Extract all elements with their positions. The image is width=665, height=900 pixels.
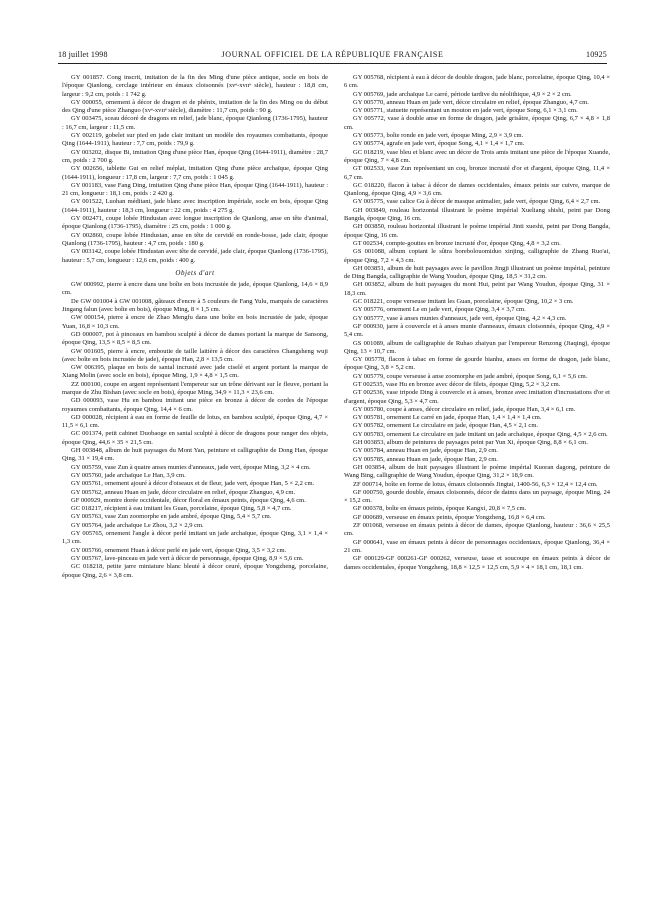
catalog-entry: GF 000930, jarre à couvercle et à anses munie d'anneaux, émaux cloisonnés, époque Qing, 4,9 × 5,4 cm.: [344, 322, 610, 339]
catalog-entry: GY 005776, ornement Le en jade vert, époque Qing, 3,4 × 3,7 cm.: [353, 306, 526, 314]
catalog-entry: GH 003849, rouleau horizontal illustrant le poème impérial Xueliang shishi, peint par Dong Bangda, époque Qing, 16 cm.: [344, 206, 610, 223]
catalog-entry: GC 018219, vase bleu et blanc avec un décor de Trois amis imitant une pièce de l'époque Xuande, époque Qing, 7 × 4,8 cm.: [344, 148, 610, 164]
catalog-entry: GD 000093, vase Hu en bambou imitant une pièce en bronze à décor de cordes de l'époque royaumes combattants, époque Qing, 14,4 × 6 cm.: [62, 397, 328, 413]
catalog-entry: GY 005780, coupe à anses, décor circulaire en relief, jade, époque Han, 3,4 × 6,1 cm.: [353, 405, 576, 413]
left-entries-after: [62, 281, 328, 580]
catalog-entry: GY 001183, vase Fang Ding, imitation Qing d'une pièce Han, époque Qing (1644-1911), hauteur : 21 cm, longueur : 18,1 cm, poids : 2 420 g.: [62, 181, 328, 198]
catalog-entry: ZF 000714, boîte en forme de lotus, émaux cloisonnés Jingtai, 1400-56, 6,3 × 12,4 × 12,4 cm.: [353, 480, 598, 488]
catalog-entry: GD 000007, pot à pinceaux en bambou sculpté à décor de dames portant la marque de Sansong, époque Qing, 13,5 × 8,5 × 8,5 cm.: [62, 330, 328, 347]
catalog-entry: GY 005766, ornement Huan à décor perlé en jade vert, époque Qing, 3,5 × 3,2 cm.: [71, 546, 287, 554]
header-date: 18 juillet 1998: [58, 50, 108, 59]
catalog-entry: GT 002536, vase tripode Ding à couvercle et à anses, bronze avec imitation d'incrustations d'or et d'argent, époque Qing, 5,3 × 4,7 cm.: [344, 389, 610, 405]
left-column: [62, 74, 328, 889]
catalog-entry: GY 005765, ornement l'angle à décor perlé imitant un jade archaïque, époque Qing, 3,1 × 1,4 × 1,3 cm.: [62, 530, 328, 546]
catalog-entry: GH 003848, album de huit paysages du Mont Yan, peinture et calligraphie de Dong Han, époque Qing, 31 × 19,4 cm.: [62, 447, 328, 463]
catalog-entry: GC 018217, récipient à eau imitant les Guan, porcelaine, époque Qing, 5,8 × 4,7 cm.: [71, 505, 292, 513]
catalog-entry: GC 018218, petite jarre miniature blanc bleuté à décor ceuré, époque Yongzheng, porcelaine, époque Qing, 2,6 × 3,8 cm.: [62, 563, 328, 579]
catalog-entry: GF 000929, montre dorée occidentale, décor floral en émaux peints, époque Qing, 4,6 cm.: [71, 496, 306, 504]
catalog-entry: GF 000129-GF 000261-GF 000262, verseuse, tasse et soucoupe en émaux peints à décor de dames occidentales, époque Yongzheng, 18,8 × 12,5 × 12,5 cm, 5,9 × 4 × 18,1 cm, 18,1 cm.: [344, 555, 610, 571]
section-heading: Objets d'art: [175, 268, 215, 277]
catalog-entry: GY 001522, Luohan méditant, jade blanc avec inscription impériale, socle en bois, époque Qing (1644-1911), hauteur : 18,3 cm, longueur : 22 cm, poids : 4 275 g.: [62, 198, 328, 214]
catalog-entry: GH 003852, album de huit paysages du mont Hui, peint par Wang Youdun, époque Qing, 31 × 18,3 cm.: [344, 281, 610, 297]
catalog-entry: GS 001089, album de calligraphie de Ruhao zhaiyun par l'empereur Renzong (Jiaqing), époque Qing, 13 × 10,7 cm.: [344, 339, 610, 355]
catalog-entry: GY 005761, ornement ajouré à décor d'oiseaux et de fleur, jade vert, époque Han, 5 × 2,2 cm.: [71, 480, 315, 488]
header-rule: [58, 63, 607, 64]
catalog-entry: GY 005781, ornement Le carré en jade, époque Han, 1,4 × 1,4 × 1,4 cm.: [353, 414, 542, 422]
catalog-entry: GY 005769, jade archaïque Le carré, période tardive du néolithique, 4,9 × 2 × 2 cm.: [353, 90, 572, 98]
catalog-entry: GY 005783, ornement Le circulaire en jade imitant un jade archaïque, époque Qing, 4,5 × 2,6 cm.: [353, 430, 608, 438]
catalog-entry: GY 002860, coupe lobée Hindustan, anse en tête de cervidé en ronde-bosse, jade clair, époque Qianlong (1736-1795), hauteur : 4,7 cm, poids : 180 g.: [62, 231, 328, 247]
catalog-entry: GT 002535, vase Hu en bronze avec décor de filets, époque Qing, 5,2 × 3,2 cm.: [353, 380, 561, 388]
header-journal-title: JOURNAL OFFICIEL DE LA RÉPUBLIQUE FRANÇAISE: [221, 50, 444, 59]
catalog-entry: GF 000750, gourde double, émaux cloisonnés, décor de daims dans un paysage, époque Ming, 24 × 15,2 cm.: [344, 488, 610, 505]
header-page-number: 10925: [586, 50, 607, 59]
catalog-entry: GF 000378, boîte en émaux peints, époque Kangxi, 20,8 × 7,5 cm.: [353, 505, 527, 513]
catalog-entry: GH 003854, album de huit paysages illustrant le poème impérial Kuoran dagong, peinture de Wang Bing, calligraphie de Wang Youdun, époque Qing, 31,2 × 18,9 cm.: [344, 463, 610, 480]
catalog-entry: GY 003202, disque Bi, imitation Qing d'une pièce Han, époque Qing (1644-1911), diamètre : 28,7 cm, poids : 2 700 g.: [62, 148, 328, 164]
catalog-entry: GY 005770, anneau Huan en jade vert, décor circulaire en relief, époque Zhanguo, 4,7 cm.: [353, 98, 589, 106]
right-column: [344, 74, 610, 889]
catalog-entry: GY 005759, vase Zun à quatre anses munies d'anneaux, jade vert, époque Ming, 3,2 × 4 cm.: [71, 463, 311, 471]
catalog-entry: GY 002656, tablette Gui en relief méplat, imitation Qing d'une pièce archaïque, époque Qing (1644-1911), longueur : 17,8 cm, largeur : 7,7 cm, poids : 1 045 g.: [62, 165, 328, 181]
catalog-entry: GY 002119, gobelet sur pied en jade clair imitant un modèle des royaumes combattants, époque Qing (1644-1911), hauteur : 7,7 cm, poids : 79,9 g.: [62, 132, 328, 148]
catalog-entry: GT 002533, vase Zun représentant un coq, bronze incrusté d'or et d'argent, époque Qing, 11,4 × 6,7 cm.: [344, 165, 610, 181]
catalog-entry: GD 000028, récipient à eau en forme de feuille de lotus, en bambou sculpté, époque Qing, 4,7 × 11,5 × 6,1 cm.: [62, 413, 328, 430]
catalog-entry: GY 005775, vase calice Gu à décor de masque animalier, jade vert, époque Qing, 6,4 × 2,7 cm.: [353, 198, 601, 206]
catalog-entry: GY 005779, coupe verseuse à anse zoomorphe en jade ambré, époque Song, 6,1 × 5,6 cm.: [353, 372, 588, 380]
catalog-entry: GY 005760, jade archaïque Le Han, 3,9 cm.: [71, 471, 186, 479]
catalog-entry: GF 000689, verseuse en émaux peints, époque Yongzheng, 16,8 × 6,4 cm.: [353, 513, 546, 521]
catalog-entry: GF 000641, vase en émaux peints à décor de personnages occidentaux, époque Qianlong, 36,4 × 21 cm.: [344, 538, 610, 554]
catalog-entry: GY 005782, ornement Le circulaire en jade, époque Han, 4,5 × 2,1 cm.: [353, 422, 539, 430]
catalog-entry: ZZ 000100, coupe en argent représentant l'empereur sur un trône dérivant sur le fleuve, portant la marque de Zhu Bishan (avec socle en bois), époque Ming, 34,9 × 11,3 × 23,6 cm.: [62, 380, 328, 396]
page-header: [58, 50, 607, 62]
catalog-entry: GW 000992, pierre à encre dans une boîte en bois incrustée de jade, époque Qianlong, 14,6 × 8,9 cm.: [62, 281, 328, 297]
catalog-entry: GY 005763, vase Zun zoomorphe en jade ambré, époque Qing, 5,4 × 5,7 cm.: [71, 513, 272, 521]
catalog-entry: GY 005764, jade archaïque Le Zhou, 3,2 × 2,9 cm.: [71, 521, 204, 529]
catalog-entry: GW 001605, pierre à encre, emboutie de taille laitière à décor des caractères Changsheng wuji (avec boîte en bois incrustée de jade), époque Han, 2,8 × 13,5 cm.: [62, 347, 328, 363]
catalog-entry: De GW 001004 à GW 001008, gâteaux d'encre à 5 couleurs de Fang Yulu, marqués de caractères Jingang falun (avec boîte en bois), époque Ming, 8 × 1,5 cm.: [62, 297, 328, 314]
catalog-entry: GY 002471, coupe lobée Hindustan avec longue inscription de Qianlong, anse en tête d'animal, époque Qianlong (1736-1795), diamètre : 25 cm, poids : 1 000 g.: [62, 215, 328, 231]
catalog-entry: GT 002534, compte-gouttes en bronze incrusté d'or, époque Qing, 4,8 × 3,2 cm.: [353, 239, 561, 247]
catalog-entry: GY 005785, anneau Huan en jade, époque Han, 2,9 cm.: [353, 455, 498, 463]
right-entries: [344, 74, 610, 572]
catalog-entry: GY 005771, statuette représentant un mouton en jade vert, époque Song, 6,1 × 3,1 cm.: [353, 107, 578, 115]
catalog-entry: GW 000154, pierre à encre de Zhao Mengfu dans une boîte en bois incrustée de jade, époque Yuan, 16,8 × 10,3 cm.: [62, 314, 328, 330]
catalog-entry: GY 000055, ornement à décor de dragon et de phénix, imitation de la fin des Ming ou du début des Qing d'une pièce Zhanguo (xvᵉ-xvɪɪᵉ siècle), diamètre : 11,7 cm, poids : 90 g.: [62, 98, 328, 115]
catalog-entry: GH 003851, album de huit paysages avec le pavillon Jingji illustrant un poème impérial, peinture de Ding Bangda, calligraphie de Wang Youdun, époque Qing, 18,5 × 31,2 cm.: [344, 264, 610, 281]
catalog-entry: GS 001088, album copiant le sûtra borebolouomiduo xinjing, calligraphie de Zhang Ruo'ai, époque Qing, 7,2 × 4,3 cm.: [344, 248, 610, 264]
catalog-entry: GH 003853, album de peintures de paysages peint par Yun Xi, époque Qing, 8,8 × 6,1 cm.: [353, 439, 588, 447]
catalog-entry: GY 003142, coupe lobée Hindustan avec tête de cervidé, jade clair, époque Qianlong (1736-1795), hauteur : 5,7 cm, longueur : 12,6 cm, poids : 400 g.: [62, 248, 328, 264]
catalog-entry: GW 006395, plaque en bois de santal incrusté avec jade ciselé et argent portant la marque de Xiang Molin (avec socle en bois), époque Ming, 1,9 × 4,8 × 1,5 cm.: [62, 364, 328, 380]
catalog-entry: GY 001857. Cong inscrit, imitation de la fin des Ming d'une pièce antique, socle en bois de l'époque Qianlong, cerclage intérieur en émaux cloisonnés (xvᵉ-xvɪɪᵉ siècle), hauteur : 18,8 cm, largeur : 9,2 cm, poids : 1 742 g.: [62, 74, 328, 98]
text-columns: [62, 74, 610, 889]
left-entries-before: [62, 74, 328, 265]
catalog-entry: GC 018220, flacon à tabac à décor de dames occidentales, émaux peints sur cuivre, marque de Qianlong, époque Qing, 4,9 × 3,6 cm.: [344, 181, 610, 198]
catalog-entry: GC 018221, coupe verseuse imitant les Guan, porcelaine, époque Qing, 10,2 × 3 cm.: [353, 298, 574, 306]
catalog-entry: GY 005762, anneau Huan en jade, décor circulaire en relief, époque Zhanguo, 4,9 cm.: [71, 488, 296, 496]
catalog-entry: GY 005784, anneau Huan en jade, époque Han, 2,9 cm.: [353, 447, 498, 455]
catalog-entry: GY 005773, boîte ronde en jade vert, époque Ming, 2,9 × 3,9 cm.: [353, 132, 524, 140]
catalog-entry: GY 003475, sceau décoré de dragons en relief, jade blanc, époque Qianlong (1736-1795), hauteur : 16,7 cm, largeur : 11,5 cm.: [62, 115, 328, 131]
catalog-entry: GY 005778, flacon à tabac en forme de gourde bianhu, anses en forme de dragon, jade blanc, époque Qing, 3,8 × 5,2 cm.: [344, 356, 610, 372]
catalog-entry: GY 005774, agrafe en jade vert, époque Song, 4,1 × 1,4 × 1,7 cm.: [353, 140, 525, 148]
catalog-entry: ZF 001068, verseuse en émaux peints à décor de dames, époque Qianlong, hauteur : 36,6 × 25,5 cm.: [344, 522, 610, 538]
catalog-entry: GY 005767, lave-pinceau en jade vert à décor de personnage, époque Qing, 8,9 × 5,6 cm.: [71, 554, 304, 562]
catalog-entry: GY 005772, vase à double anse en forme de dragon, jade grisâtre, époque Qing, 6,7 × 4,8 × 1,8 cm.: [344, 115, 610, 131]
catalog-entry: GY 005768, récipient à eau à décor de double dragon, jade blanc, porcelaine, époque Qing, 10,4 × 6 cm.: [344, 74, 610, 90]
catalog-entry: GH 003850, rouleau horizontal illustrant le poème impérial Jinti xueshi, peint par Dong Bangda, époque Qing, 16 cm.: [344, 223, 610, 239]
catalog-entry: GY 005777, vase à anses munies d'anneaux, jade vert, époque Qing, 4,2 × 4,3 cm.: [353, 314, 567, 322]
catalog-entry: GC 001374, petit cabinet Duobaoge en santal sculpté à décor de dragons pour ranger des objets, époque Qing, 44,6 × 35 × 21,5 cm.: [62, 430, 328, 446]
